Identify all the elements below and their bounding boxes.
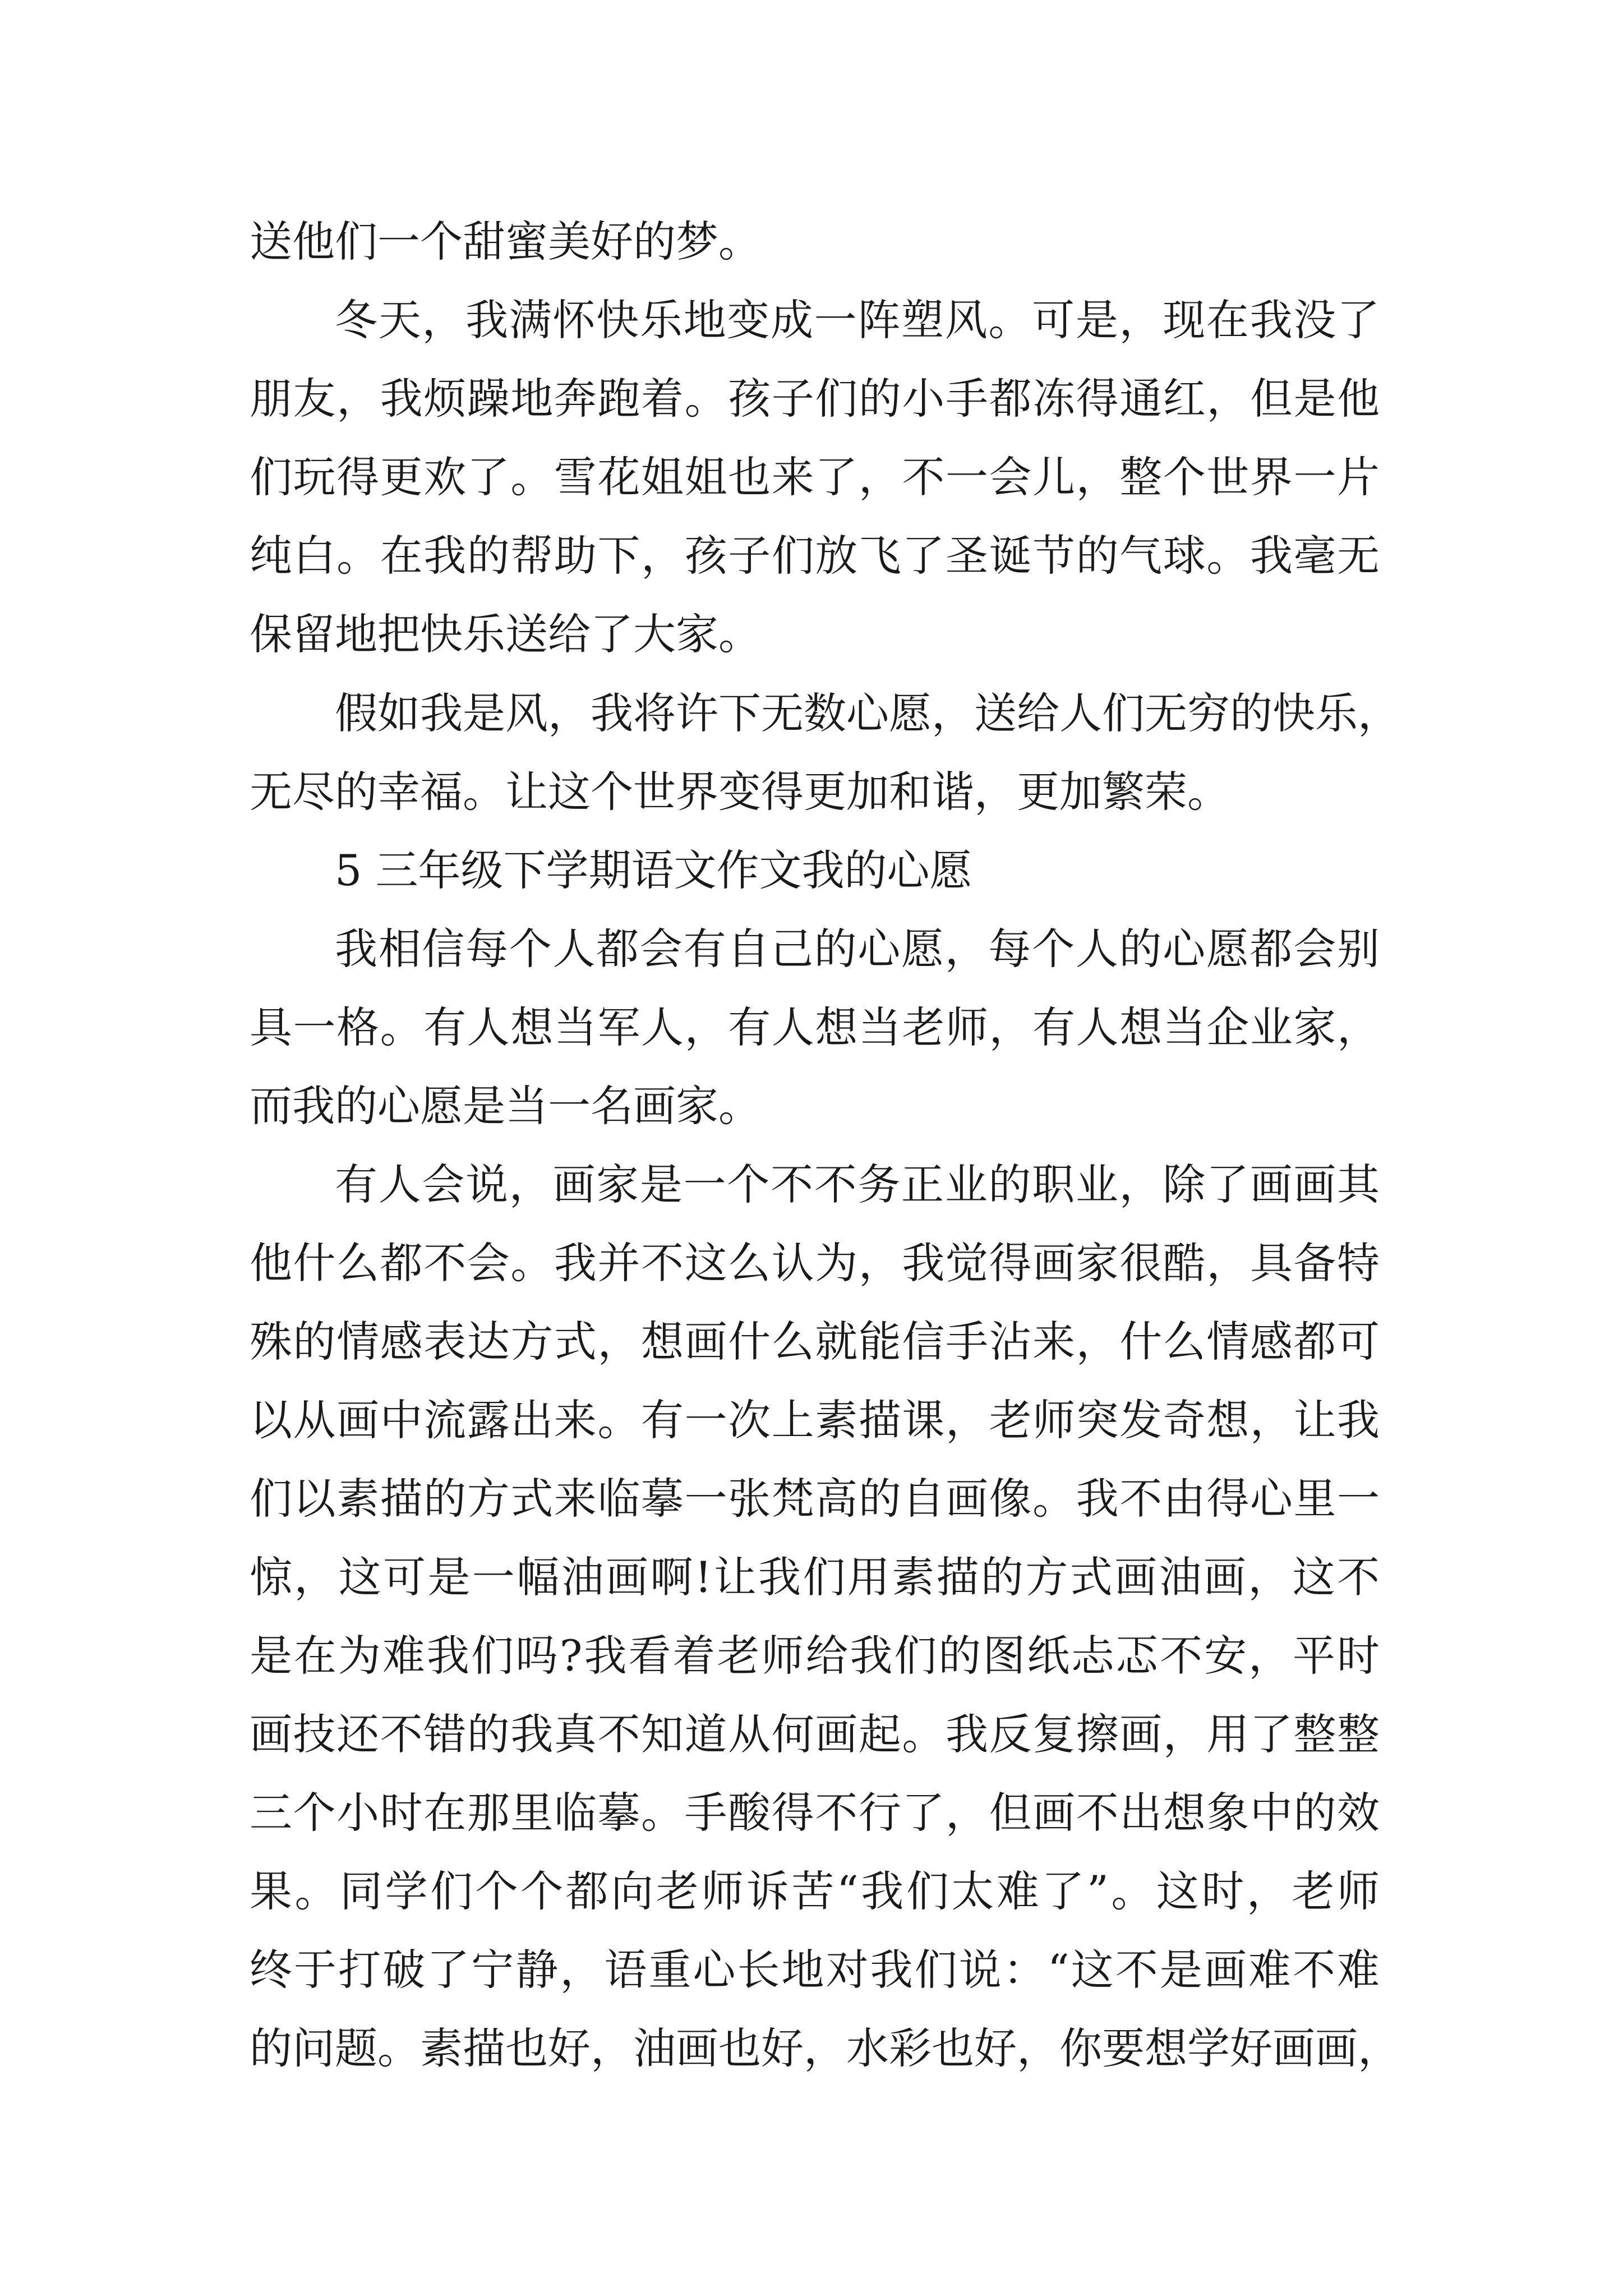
text-line	[0, 1538, 1623, 1617]
line-10: 我相信每个人都会有自己的心愿，每个人的心愿都会别	[335, 924, 1380, 974]
text-line	[0, 517, 1623, 595]
text-line	[0, 1931, 1623, 2009]
line-12: 而我的心愿是当一名画家。	[250, 1081, 761, 1131]
text-line	[0, 203, 1623, 281]
line-16: 以从画中流露出来。有一次上素描课，老师突发奇想，让我	[250, 1395, 1380, 1445]
line-6: 保留地把快乐送给了大家。	[250, 609, 761, 659]
text-line	[0, 360, 1623, 438]
line-5: 纯白。在我的帮助下，孩子们放飞了圣诞节的气球。我毫无	[250, 531, 1380, 581]
text-line	[0, 1303, 1623, 1381]
line-3: 朋友，我烦躁地奔跑着。孩子们的小手都冻得通红，但是他	[250, 374, 1380, 424]
text-line	[0, 1774, 1623, 1852]
line-17: 们以素描的方式来临摹一张梵高的自画像。我不由得心里一	[250, 1474, 1380, 1524]
line-7: 假如我是风，我将许下无数心愿，送给人们无穷的快乐，	[335, 688, 1400, 738]
text-line	[0, 1224, 1623, 1303]
text-line	[0, 438, 1623, 517]
text-line	[0, 1381, 1623, 1460]
text-line	[0, 831, 1623, 910]
text-line	[0, 1460, 1623, 1538]
line-22: 果。同学们个个都向老师诉苦“我们太难了”。这时，老师	[250, 1866, 1380, 1916]
text-line	[0, 1852, 1623, 1931]
text-line	[0, 910, 1623, 988]
text-line	[0, 988, 1623, 1067]
text-line	[0, 1067, 1623, 1145]
line-18: 惊，这可是一幅油画啊!让我们用素描的方式画油画，这不	[250, 1552, 1380, 1602]
line-19: 是在为难我们吗?我看着老师给我们的图纸忐忑不安，平时	[250, 1631, 1380, 1681]
line-23: 终于打破了宁静，语重心长地对我们说：“这不是画难不难	[250, 1945, 1380, 1995]
section-heading: 5 三年级下学期语文作文我的心愿	[335, 845, 972, 895]
text-line	[0, 2009, 1623, 2088]
text-line	[0, 1145, 1623, 1224]
line-1: 送他们一个甜蜜美好的梦。	[250, 217, 761, 266]
line-13: 有人会说，画家是一个不不务正业的职业，除了画画其	[335, 1159, 1380, 1209]
text-line	[0, 674, 1623, 753]
line-2: 冬天，我满怀快乐地变成一阵塑风。可是，现在我没了	[335, 295, 1380, 345]
line-15: 殊的情感表达方式，想画什么就能信手沾来，什么情感都可	[250, 1317, 1380, 1366]
line-8: 无尽的幸福。让这个世界变得更加和谐，更加繁荣。	[250, 767, 1230, 817]
line-20: 画技还不错的我真不知道从何画起。我反复擦画，用了整整	[250, 1709, 1380, 1759]
text-line	[0, 753, 1623, 831]
line-4: 们玩得更欢了。雪花姐姐也来了，不一会儿，整个世界一片	[250, 452, 1380, 502]
line-24: 的问题。素描也好，油画也好，水彩也好，你要想学好画画，	[250, 2023, 1400, 2073]
text-line	[0, 281, 1623, 360]
line-21: 三个小时在那里临摹。手酸得不行了，但画不出想象中的效	[250, 1788, 1380, 1838]
line-11: 具一格。有人想当军人，有人想当老师，有人想当企业家，	[250, 1002, 1380, 1052]
text-line	[0, 595, 1623, 674]
text-line	[0, 1695, 1623, 1774]
text-line	[0, 1617, 1623, 1695]
line-14: 他什么都不会。我并不这么认为，我觉得画家很酷，具备特	[250, 1238, 1380, 1288]
